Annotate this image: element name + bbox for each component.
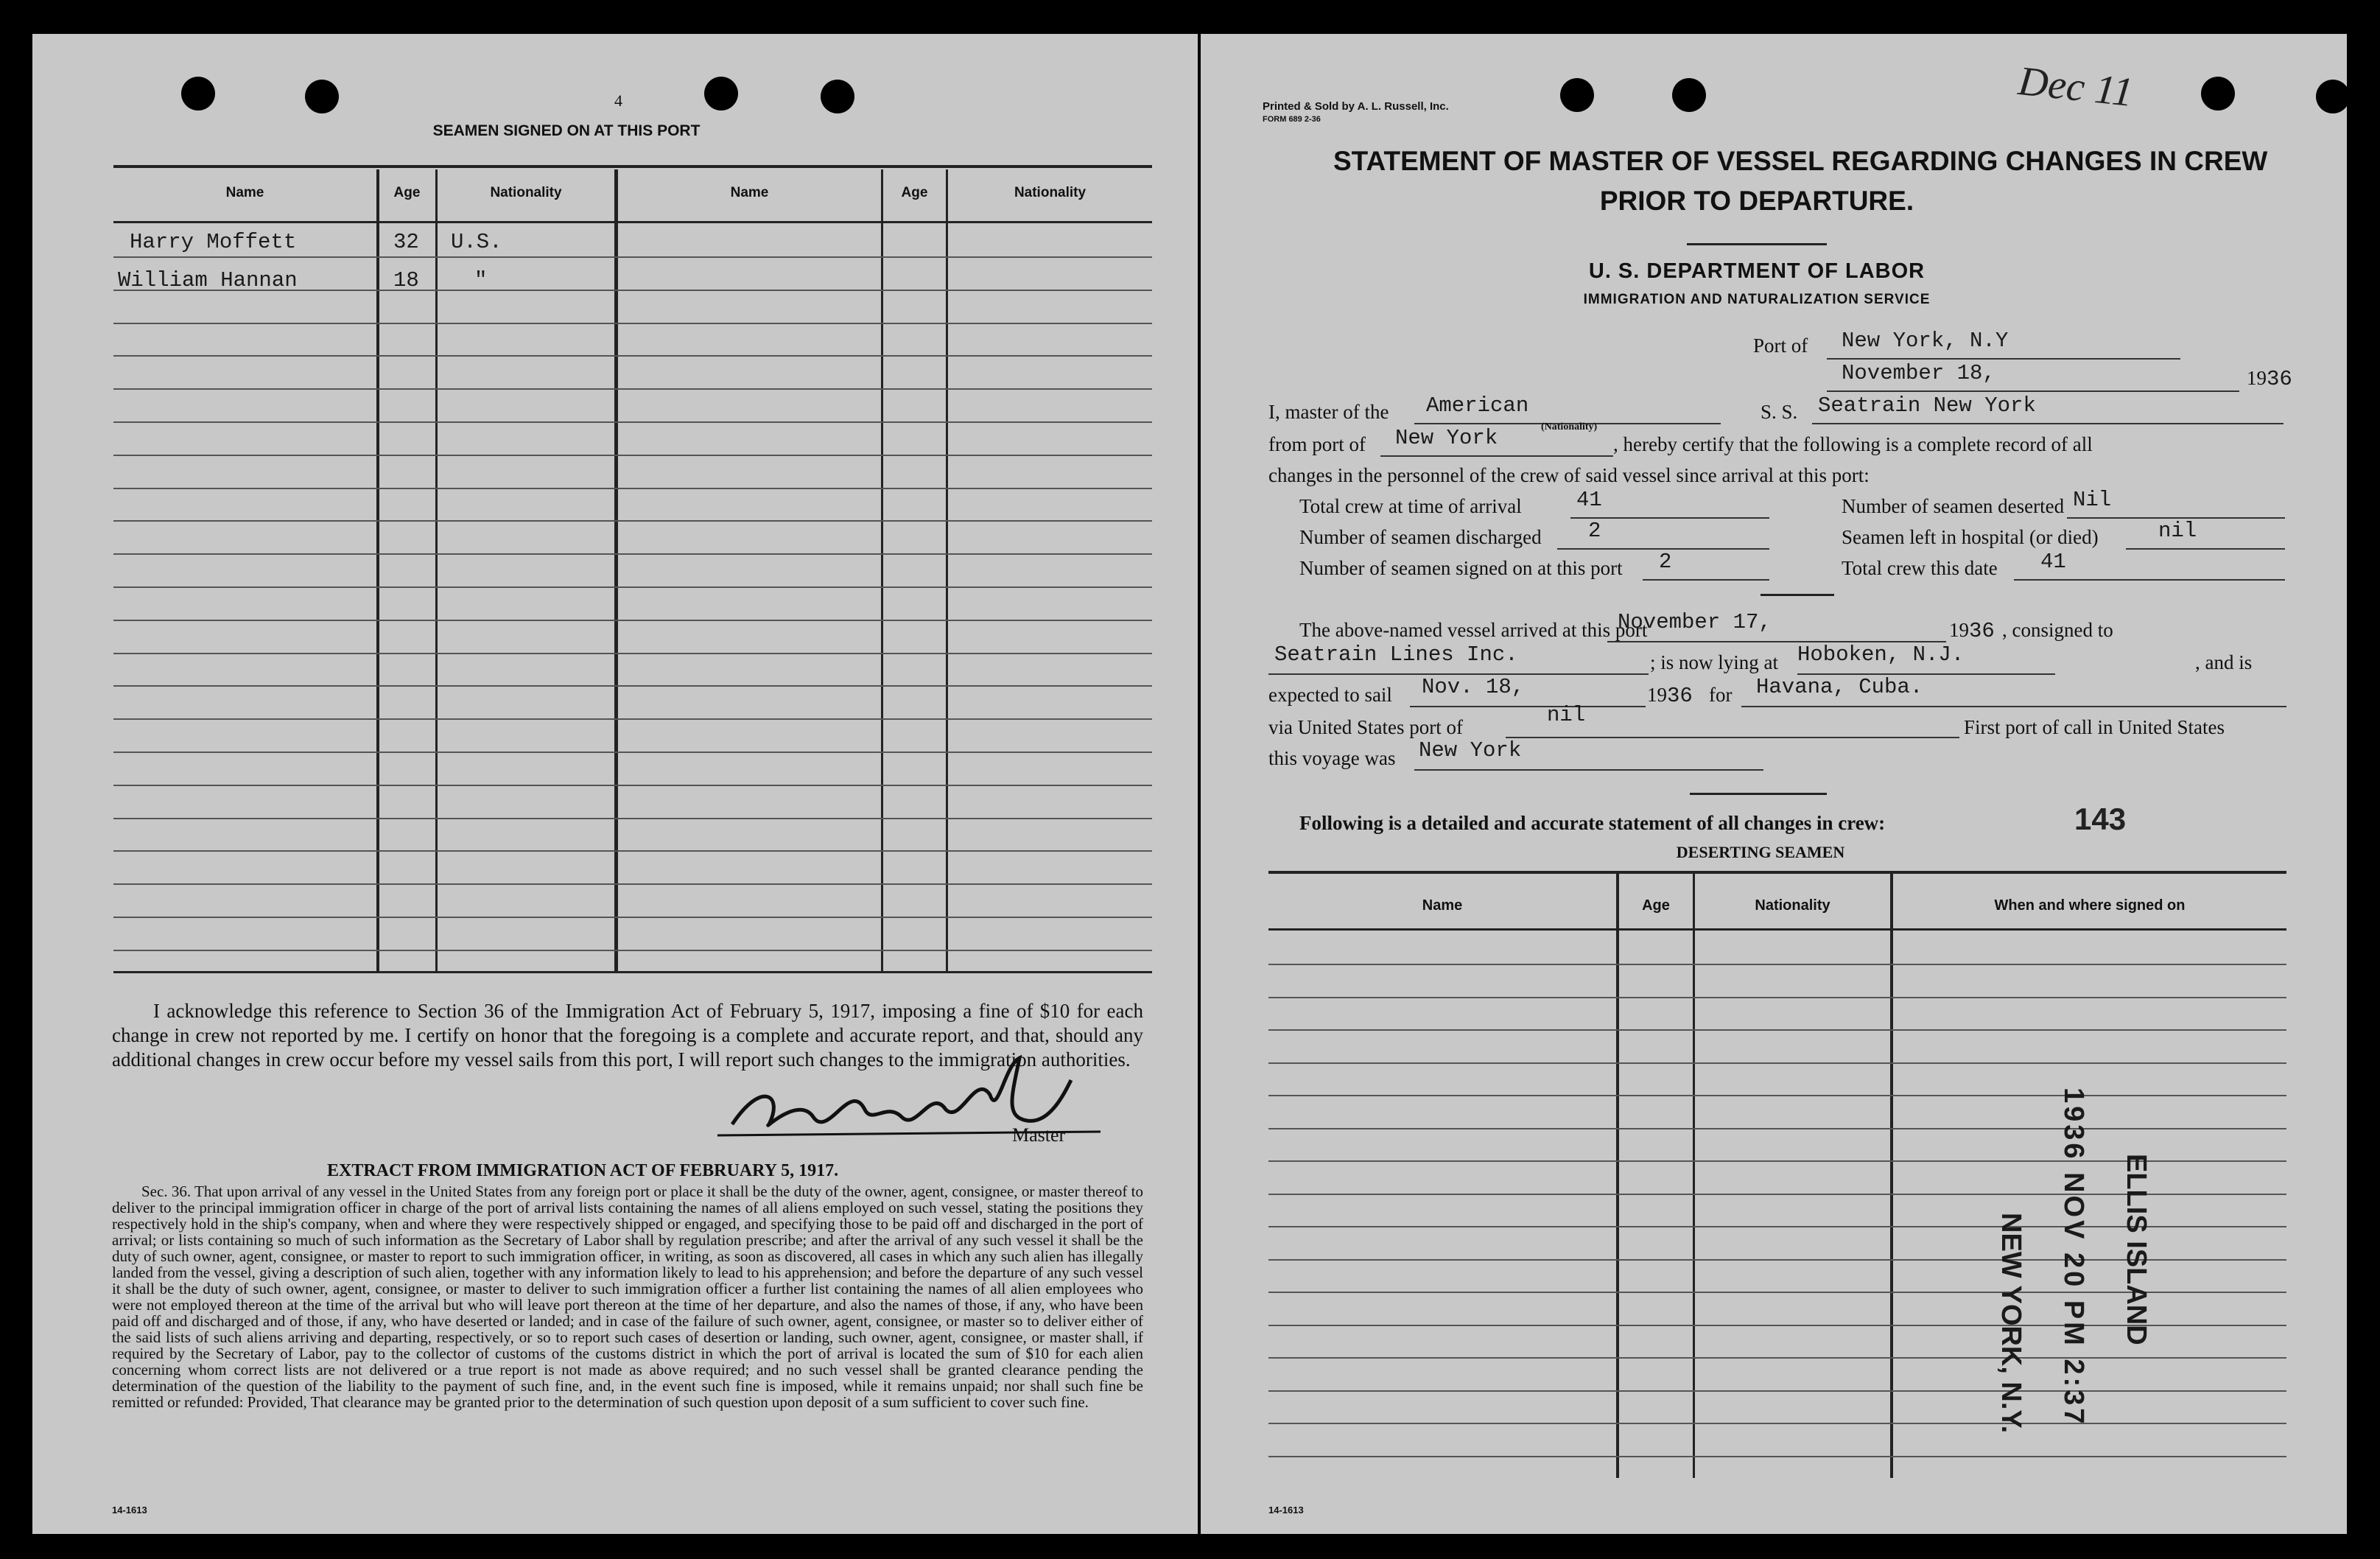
form-title: STATEMENT OF MASTER OF VESSEL REGARDING CHANGES IN CREW — [1333, 146, 2268, 176]
punch-hole — [2316, 80, 2347, 113]
from-port-value: New York — [1395, 426, 1498, 450]
first-port-label: First port of call in United States — [1964, 716, 2225, 738]
table-row-line — [113, 917, 1152, 918]
service-name: IMMIGRATION AND NATURALIZATION SERVICE — [1583, 292, 1931, 307]
handwritten-margin-note: Dec 11 — [2016, 58, 2135, 116]
col-header-nationality: Nationality — [1755, 897, 1830, 914]
left-page — [32, 34, 1198, 1534]
seaman-name: William Hannan — [118, 268, 298, 292]
first-port-value: New York — [1419, 738, 1522, 763]
table-row-line — [113, 620, 1152, 621]
changes-text: changes in the personnel of the crew of said vessel since arrival at this port: — [1268, 464, 1870, 486]
consignee-value: Seatrain Lines Inc. — [1274, 642, 1518, 667]
certify-text: , hereby certify that the following is a complete record of all — [1613, 433, 2093, 455]
col-header-name: Name — [730, 185, 769, 200]
destination-value: Havana, Cuba. — [1756, 675, 1923, 699]
deserted-value: Nil — [2073, 488, 2112, 512]
table-header-rule — [1268, 928, 2286, 931]
lying-label: ; is now lying at — [1650, 651, 1778, 673]
table-row-line — [113, 355, 1152, 357]
table-row-line — [113, 421, 1152, 423]
table-row-line — [1268, 964, 2286, 965]
table-row-line — [1268, 1423, 2286, 1424]
ss-label: S. S. — [1761, 401, 1798, 423]
table-top-rule — [113, 165, 1152, 168]
table-row-line — [113, 520, 1152, 522]
table-row-line — [113, 388, 1152, 390]
punch-hole — [821, 80, 854, 113]
table-row-line — [113, 950, 1152, 951]
punch-hole — [181, 77, 215, 111]
divider — [1761, 594, 1834, 596]
deserting-title: DESERTING SEAMEN — [1676, 843, 1845, 861]
extract-title: EXTRACT FROM IMMIGRATION ACT OF FEBRUARY 5, 1917. — [327, 1161, 839, 1180]
col-header-nationality: Nationality — [490, 185, 562, 200]
col-header-signed-on: When and where signed on — [1994, 897, 2186, 914]
discharged-value: 2 — [1588, 519, 1601, 543]
col-header-name: Name — [1422, 897, 1463, 914]
extract-body: Sec. 36. That upon arrival of any vessel in the United States from any foreign port or place it shall be the duty of the owner, agent, consignee, or master thereof to deliver to the principal immigration officer in charge of the port of arrival lists containing the names of all aliens employed on such vessel, stating the positions they respectively hold in the ship's company, when and where they were respectively shipped or engaged, and specifying those to be paid off and discharged in the port of arrival; or lists containing so much of such information as the Secretary of Labor shall by regulation prescribe; and after the arrival of any such vessel it shall be the duty of such owner, agent, consignee, or master to report to such immigration officer, in writing, as soon as discovered, all cases in which any such alien has illegally landed from the vessel, giving a description of such alien, together with any information likely to lead to his apprehension; and before the departure of any such vessel it shall be the duty of such owner, agent, consignee, or master to deliver to such immigration officer a further list containing the names of all alien employees who were not employed thereon at the time of the arrival but who will leave port thereon at the time of her departure, and also the names of those, if any, who have been paid off and discharged and of those, if any, who have deserted or landed; and in case of the failure of such owner, agent, consignee, or master so to deliver either of the said lists of such aliens arriving and departing, respectively, or so to report such cases of desertion or landing, such owner, agent, consignee, or master shall, if required by the Secretary of Labor, pay to the collector of customs of the customs district in which the port of arrival is located the sum of $10 for each alien concerning whom correct lists are not delivered or a true report is not made as above required; and no such vessel shall be granted clearance pending the determination of the question of the liability to the payment of such fine, and, in the event such fine is imposed, while it remains unpaid; nor shall such fine be remitted or refunded: Provided, That clearance may be granted prior to the determination of such question upon deposit of a sum sufficient to cover such fine. — [112, 1183, 1143, 1411]
table-row-line — [113, 752, 1152, 753]
table-bottom-rule — [113, 971, 1152, 973]
col-header-age: Age — [901, 185, 928, 200]
following-text: Following is a detailed and accurate statement of all changes in crew: — [1299, 812, 1886, 834]
and-is-label: , and is — [2195, 651, 2253, 673]
year-suffix: 36 — [1667, 684, 1693, 708]
table-header-rule — [113, 221, 1152, 223]
punch-hole — [1672, 78, 1706, 112]
col-header-nationality: Nationality — [1014, 185, 1087, 200]
consigned-label: , consigned to — [2002, 619, 2113, 641]
signed-on-value: 2 — [1659, 550, 1672, 574]
year-suffix: 36 — [1969, 619, 1995, 643]
punch-hole — [305, 80, 339, 113]
hospital-label: Seamen left in hospital (or died) — [1842, 526, 2099, 548]
table-row-line — [113, 785, 1152, 786]
sail-date: Nov. 18, — [1422, 675, 1525, 699]
hospital-field — [2126, 523, 2285, 550]
year-suffix: 36 — [2267, 367, 2292, 391]
form-code: 14-1613 — [1268, 1504, 1304, 1516]
stamp-line: NEW YORK, N.Y. — [1995, 1213, 2026, 1434]
arrival-label: The above-named vessel arrived at this port — [1299, 619, 1648, 641]
seaman-nationality: U.S. — [451, 230, 502, 254]
table-row-line — [1268, 1095, 2286, 1096]
form-code: 14-1613 — [112, 1504, 147, 1516]
table-row-line — [113, 718, 1152, 720]
printer-credit: Printed & Sold by A. L. Russell, Inc. — [1263, 100, 1449, 113]
voyage-label: this voyage was — [1268, 747, 1396, 769]
form-subtitle: PRIOR TO DEPARTURE. — [1599, 186, 1914, 216]
table-row-line — [1268, 1357, 2286, 1359]
total-crew-arrival-label: Total crew at time of arrival — [1299, 495, 1522, 517]
date-year — [2247, 367, 2292, 391]
department-name: U. S. DEPARTMENT OF LABOR — [1588, 259, 1926, 283]
table-row-line — [1268, 997, 2286, 998]
divider — [1690, 793, 1827, 795]
punch-hole — [2201, 77, 2235, 111]
date-value: November 18, — [1842, 361, 1995, 385]
table-row-line — [1268, 1390, 2286, 1392]
from-port-label: from port of — [1268, 433, 1366, 455]
hospital-value: nil — [2158, 519, 2197, 543]
total-crew-date-label: Total crew this date — [1842, 557, 1998, 579]
table-row-line — [113, 488, 1152, 489]
year-prefix: 19 — [1949, 619, 1969, 641]
arrival-date: November 17, — [1618, 610, 1772, 634]
punch-hole — [1560, 78, 1594, 112]
punch-hole — [704, 77, 738, 111]
right-page — [1201, 34, 2347, 1534]
page-number: 4 — [614, 91, 622, 110]
sail-year — [1647, 684, 1693, 708]
col-header-age: Age — [393, 185, 421, 200]
master-of-label: I, master of the — [1268, 401, 1389, 423]
table-row-line — [113, 323, 1152, 324]
seaman-name: Harry Moffett — [130, 230, 297, 254]
signed-on-label: Number of seamen signed on at this port — [1299, 557, 1623, 579]
stamp-line: 1936 NOV 20 PM 2:37 — [2058, 1087, 2089, 1427]
stamp-number: 143 — [2074, 802, 2127, 836]
table-row-line — [113, 818, 1152, 819]
seaman-age: 32 — [393, 230, 419, 254]
lying-value: Hoboken, N.J. — [1797, 642, 1965, 667]
stamp-line: ELLIS ISLAND — [2121, 1154, 2152, 1345]
vessel-name: Seatrain New York — [1818, 393, 2036, 418]
table-row-line — [1268, 1029, 2286, 1031]
table-row-line — [113, 685, 1152, 687]
year-prefix: 19 — [1647, 684, 1667, 706]
deserted-label: Number of seamen deserted — [1842, 495, 2065, 517]
for-label: for — [1709, 684, 1733, 706]
arrival-year — [1949, 619, 1995, 643]
nationality-note: (Nationality) — [1541, 421, 1598, 432]
table-row-line — [113, 850, 1152, 852]
table-row-line — [113, 256, 1152, 258]
year-prefix: 19 — [2247, 367, 2267, 389]
master-label: Master — [1012, 1124, 1066, 1146]
col-header-name: Name — [225, 185, 264, 200]
table-row-line — [1268, 1456, 2286, 1457]
table-top-rule — [1268, 871, 2286, 874]
table-row-line — [1268, 1062, 2286, 1064]
discharged-label: Number of seamen discharged — [1299, 526, 1542, 548]
expected-label: expected to sail — [1268, 684, 1392, 706]
table-row-line — [113, 586, 1152, 588]
table-row-line — [113, 653, 1152, 654]
table-row-line — [113, 883, 1152, 885]
seaman-age: 18 — [393, 268, 419, 292]
table-row-line — [113, 455, 1152, 456]
via-value: nil — [1547, 703, 1586, 727]
seaman-nationality: " — [474, 268, 488, 292]
total-crew-arrival-value: 41 — [1576, 488, 1602, 512]
port-label: Port of — [1753, 334, 1808, 357]
via-label: via United States port of — [1268, 716, 1463, 738]
acknowledgement-text: I acknowledge this reference to Section 36 of the Immigration Act of February 5, 1917, imposing a fine of $10 for each change in crew not reported by me. I certify on honor that the foregoing is a complete and accurate report, and that, should any additional changes in crew occur before my vessel sails from this port, I will report such changes to the immigration authorities. — [112, 1000, 1143, 1071]
table-row-line — [113, 553, 1152, 555]
col-header-age: Age — [1642, 897, 1670, 914]
table-row-line — [1268, 1128, 2286, 1129]
port-value: New York, N.Y — [1842, 329, 2009, 353]
divider — [1687, 243, 1827, 245]
nationality-value: American — [1426, 393, 1529, 418]
seamen-signed-on-title: SEAMEN SIGNED ON AT THIS PORT — [432, 122, 701, 139]
total-crew-date-value: 41 — [2040, 550, 2066, 574]
form-number: FORM 689 2-36 — [1263, 115, 1321, 124]
